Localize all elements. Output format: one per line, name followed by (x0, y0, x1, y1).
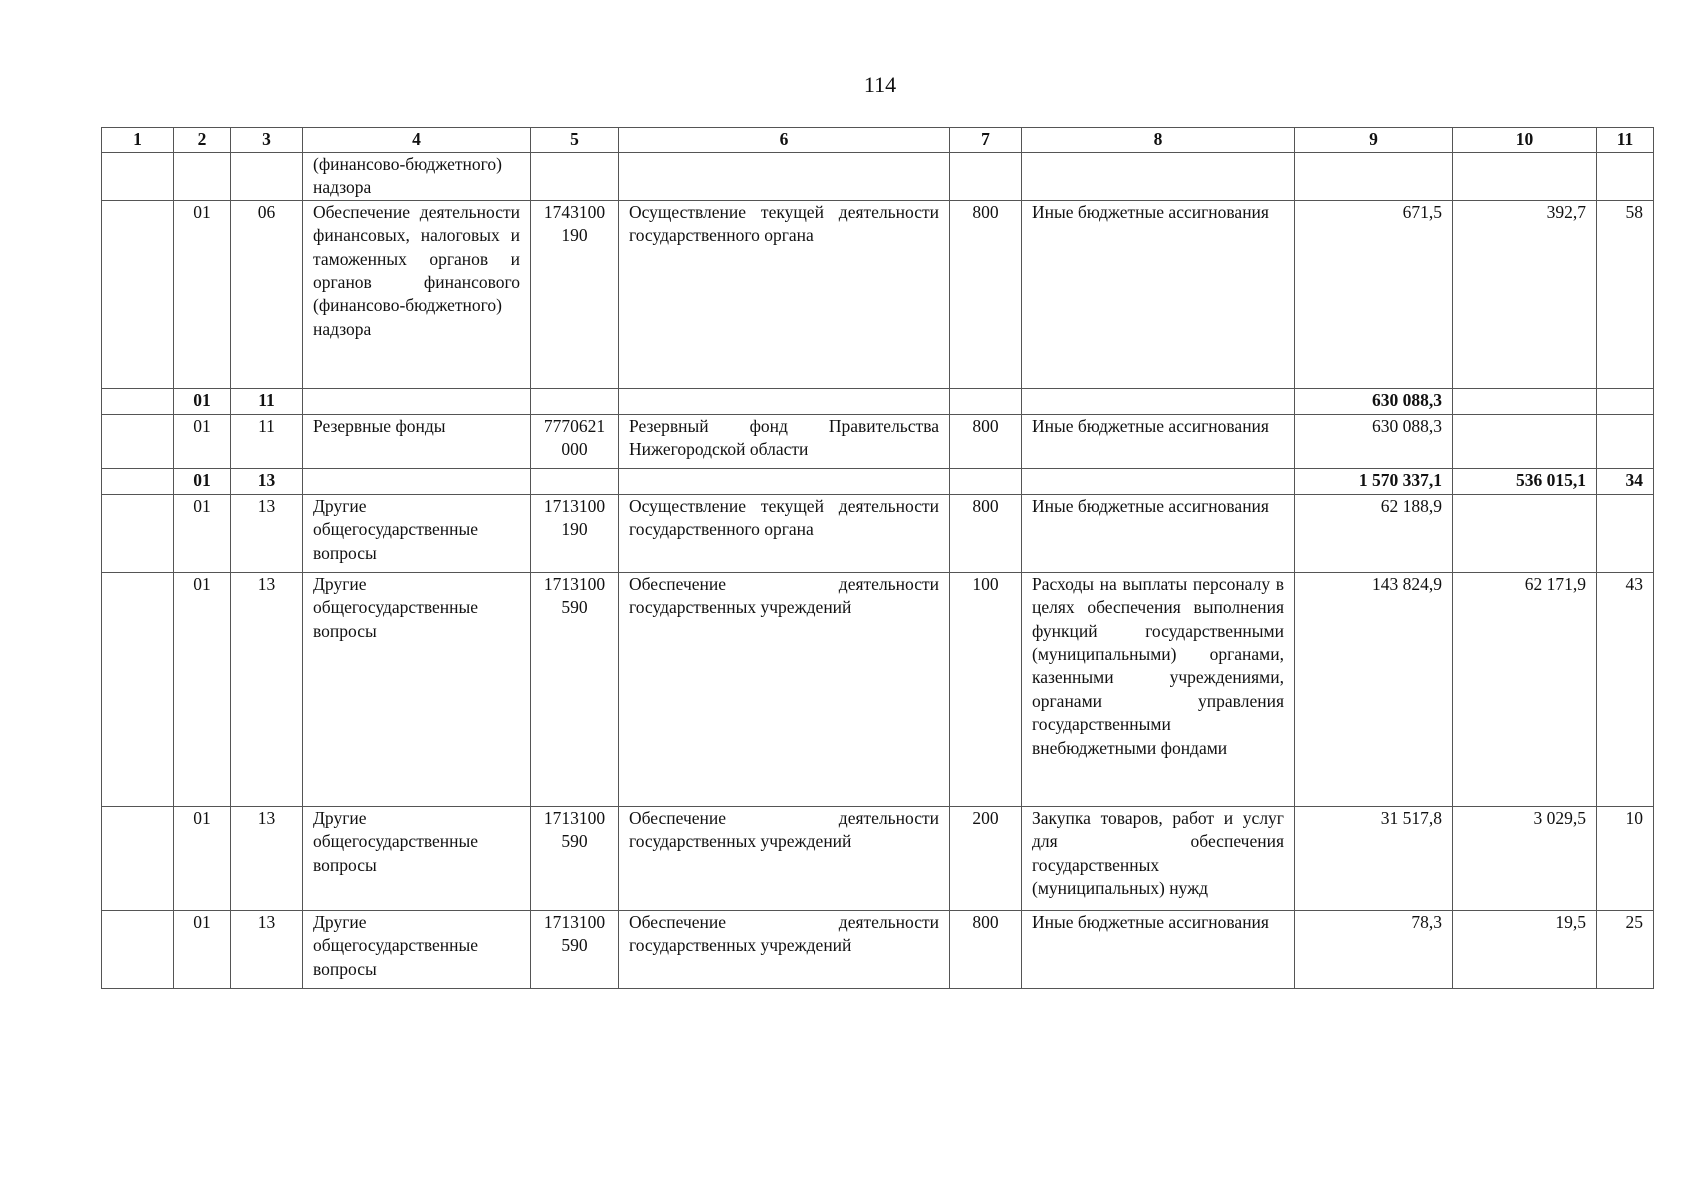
cell-percent (1597, 494, 1654, 572)
cell-col1 (102, 153, 174, 201)
cell-target-name (619, 388, 950, 414)
cell-subsection-name: Другие общегосударственные вопросы (303, 494, 531, 572)
cell-expense-name (1022, 468, 1295, 494)
table-row (102, 153, 1654, 201)
cell-section: 01 (174, 200, 231, 388)
cell-col1 (102, 494, 174, 572)
column-header: 11 (1597, 128, 1654, 153)
cell-target-name: Резервный фонд Правительства Нижегородской области (619, 414, 950, 468)
cell-amount: 31 517,8 (1295, 806, 1453, 910)
cell-subsection: 13 (231, 494, 303, 572)
cell-section (174, 153, 231, 201)
cell-amount (1295, 153, 1453, 201)
cell-expense-type (950, 468, 1022, 494)
cell-target-code: 7770621000 (531, 414, 619, 468)
cell-expense-name: Иные бюджетные ассигнования (1022, 414, 1295, 468)
cell-target-name: Осуществление текущей деятельности государственного органа (619, 200, 950, 388)
cell-percent (1597, 388, 1654, 414)
cell-amount-executed: 19,5 (1453, 910, 1597, 988)
cell-amount: 78,3 (1295, 910, 1453, 988)
cell-expense-name (1022, 388, 1295, 414)
cell-percent: 34 (1597, 468, 1654, 494)
cell-amount-executed: 62 171,9 (1453, 572, 1597, 806)
cell-subsection-name: Резервные фонды (303, 414, 531, 468)
table-row (102, 494, 1654, 572)
cell-amount: 62 188,9 (1295, 494, 1453, 572)
cell-percent: 10 (1597, 806, 1654, 910)
cell-expense-type (950, 388, 1022, 414)
cell-expense-type: 800 (950, 200, 1022, 388)
cell-target-code: 1713100590 (531, 806, 619, 910)
column-header: 8 (1022, 128, 1295, 153)
table-header-row (102, 128, 1654, 153)
cell-section: 01 (174, 572, 231, 806)
cell-section: 01 (174, 806, 231, 910)
cell-percent (1597, 414, 1654, 468)
cell-target-code: 1713100590 (531, 572, 619, 806)
cell-target-name: Обеспечение деятельности государственных учреждений (619, 910, 950, 988)
cell-expense-name: Иные бюджетные ассигнования (1022, 200, 1295, 388)
table-row-subtotal (102, 388, 1654, 414)
cell-subsection-name: Другие общегосударственные вопросы (303, 806, 531, 910)
cell-subsection: 13 (231, 572, 303, 806)
cell-amount-executed: 536 015,1 (1453, 468, 1597, 494)
cell-target-name: Обеспечение деятельности государственных учреждений (619, 572, 950, 806)
cell-subsection-name: Другие общегосударственные вопросы (303, 572, 531, 806)
cell-expense-type: 800 (950, 494, 1022, 572)
cell-target-code: 1713100590 (531, 910, 619, 988)
cell-amount-executed (1453, 414, 1597, 468)
cell-expense-type: 800 (950, 414, 1022, 468)
cell-subsection: 13 (231, 910, 303, 988)
cell-subsection: 11 (231, 414, 303, 468)
cell-amount: 630 088,3 (1295, 388, 1453, 414)
cell-subsection-name: Обеспечение деятельности финансовых, налоговых и таможенных органов и органов финансового (финансово-бюджетного) надзора (303, 200, 531, 388)
cell-amount: 630 088,3 (1295, 414, 1453, 468)
cell-col1 (102, 388, 174, 414)
cell-expense-type (950, 153, 1022, 201)
cell-subsection: 06 (231, 200, 303, 388)
budget-table (101, 127, 1654, 989)
table-row-subtotal (102, 468, 1654, 494)
column-header: 4 (303, 128, 531, 153)
cell-subsection: 13 (231, 806, 303, 910)
cell-col1 (102, 910, 174, 988)
cell-col1 (102, 806, 174, 910)
cell-section: 01 (174, 468, 231, 494)
cell-subsection-name (303, 468, 531, 494)
column-header: 5 (531, 128, 619, 153)
column-header: 3 (231, 128, 303, 153)
cell-target-name: Осуществление текущей деятельности государственного органа (619, 494, 950, 572)
cell-amount-executed (1453, 494, 1597, 572)
cell-target-code: 1743100190 (531, 200, 619, 388)
cell-section: 01 (174, 414, 231, 468)
cell-section: 01 (174, 910, 231, 988)
column-header: 2 (174, 128, 231, 153)
table-row (102, 414, 1654, 468)
cell-amount-executed (1453, 153, 1597, 201)
cell-col1 (102, 572, 174, 806)
cell-subsection-name: Другие общегосударственные вопросы (303, 910, 531, 988)
cell-target-code (531, 468, 619, 494)
cell-subsection-name (303, 388, 531, 414)
column-header: 7 (950, 128, 1022, 153)
table-row (102, 910, 1654, 988)
column-header: 10 (1453, 128, 1597, 153)
cell-percent (1597, 153, 1654, 201)
cell-target-code: 1713100190 (531, 494, 619, 572)
cell-amount-executed: 392,7 (1453, 200, 1597, 388)
cell-amount: 1 570 337,1 (1295, 468, 1453, 494)
cell-col1 (102, 200, 174, 388)
table-row (102, 806, 1654, 910)
cell-expense-name: Закупка товаров, работ и услуг для обеспечения государственных (муниципальных) нужд (1022, 806, 1295, 910)
cell-subsection-name: (финансово-бюджетного) надзора (303, 153, 531, 201)
cell-target-code (531, 153, 619, 201)
cell-expense-type: 800 (950, 910, 1022, 988)
cell-col1 (102, 468, 174, 494)
cell-expense-type: 100 (950, 572, 1022, 806)
column-header: 1 (102, 128, 174, 153)
cell-expense-name: Иные бюджетные ассигнования (1022, 494, 1295, 572)
cell-col1 (102, 414, 174, 468)
cell-expense-name (1022, 153, 1295, 201)
cell-subsection: 11 (231, 388, 303, 414)
cell-percent: 58 (1597, 200, 1654, 388)
cell-amount: 671,5 (1295, 200, 1453, 388)
cell-percent: 25 (1597, 910, 1654, 988)
cell-expense-name: Расходы на выплаты персоналу в целях обеспечения выполнения функций государственными (муниципальными) органами, казенными учреждениями, органами управления государственными внебюджетными фондами (1022, 572, 1295, 806)
cell-section: 01 (174, 388, 231, 414)
cell-target-name (619, 468, 950, 494)
cell-target-code (531, 388, 619, 414)
cell-subsection (231, 153, 303, 201)
cell-target-name: Обеспечение деятельности государственных учреждений (619, 806, 950, 910)
column-header: 6 (619, 128, 950, 153)
table-row (102, 572, 1654, 806)
page-number: 114 (863, 72, 897, 97)
cell-percent: 43 (1597, 572, 1654, 806)
cell-target-name (619, 153, 950, 201)
cell-expense-type: 200 (950, 806, 1022, 910)
column-header: 9 (1295, 128, 1453, 153)
table-row (102, 200, 1654, 388)
cell-section: 01 (174, 494, 231, 572)
cell-subsection: 13 (231, 468, 303, 494)
cell-amount: 143 824,9 (1295, 572, 1453, 806)
cell-expense-name: Иные бюджетные ассигнования (1022, 910, 1295, 988)
cell-amount-executed: 3 029,5 (1453, 806, 1597, 910)
cell-amount-executed (1453, 388, 1597, 414)
